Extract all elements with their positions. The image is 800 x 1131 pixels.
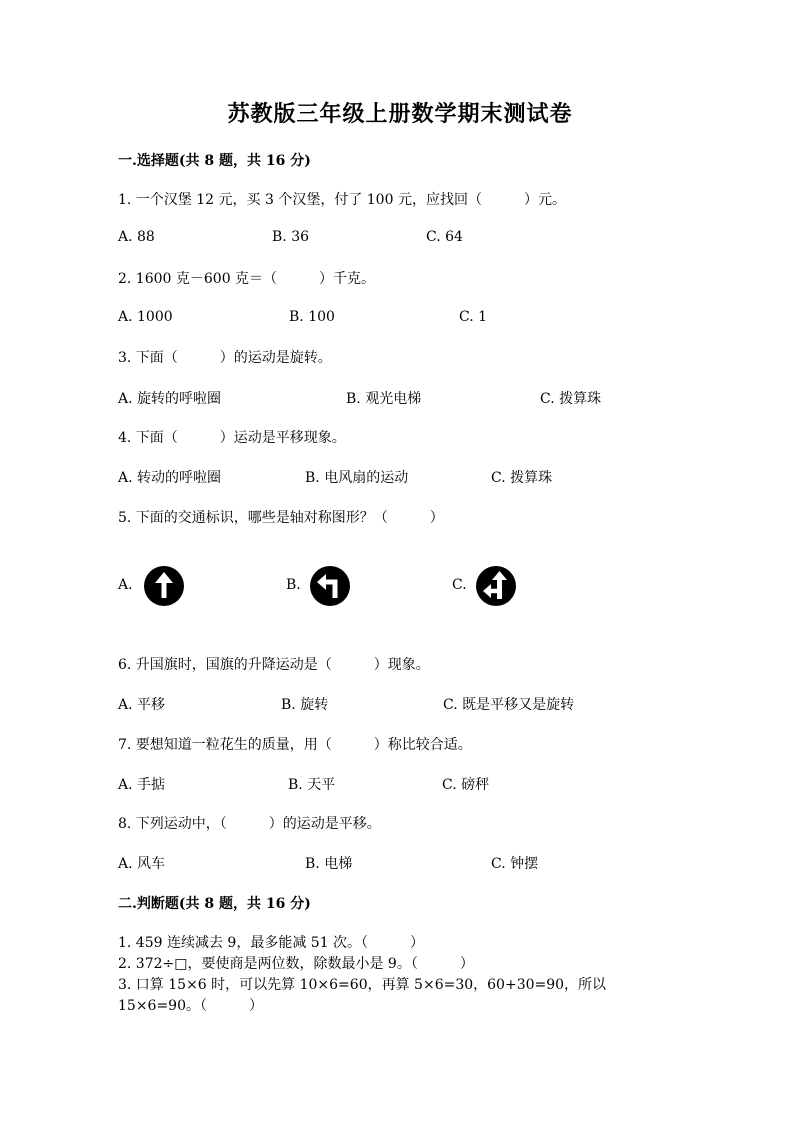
question-7: 7. 要想知道一粒花生的质量，用（ ）称比较合适。 [118,737,472,753]
question-2: 2. 1600 克－600 克＝（ ）千克。 [118,271,376,287]
section-heading-judgement: 二.判断题(共 8 题，共 16 分) [118,896,311,912]
turn-left-arrow-icon [309,565,351,607]
q5-option-b: B. [286,577,301,593]
straight-ahead-arrow-icon [143,565,185,607]
question-1: 1. 一个汉堡 12 元，买 3 个汉堡，付了 100 元，应找回（ ）元。 [118,192,566,208]
judgement-question-2: 2. 372÷□，要使商是两位数，除数最小是 9。（ ） [118,956,474,972]
q8-option-b: B. 电梯 [305,856,353,872]
q4-option-b: B. 电风扇的运动 [305,470,409,486]
q3-option-c: C. 拨算珠 [540,391,602,407]
section-heading-choice: 一.选择题(共 8 题，共 16 分) [118,153,311,169]
q5-option-c: C. [452,577,467,593]
q1-option-a: A. 88 [118,229,155,245]
question-3: 3. 下面（ ）的运动是旋转。 [118,350,332,366]
q5-option-a: A. [118,577,133,593]
q1-option-b: B. 36 [272,229,310,245]
q7-option-b: B. 天平 [288,777,336,793]
q7-option-a: A. 手掂 [118,777,166,793]
judgement-question-1: 1. 459 连续减去 9，最多能减 51 次。（ ） [118,935,425,951]
question-4: 4. 下面（ ）运动是平移现象。 [118,430,346,446]
q1-option-c: C. 64 [426,229,463,245]
q6-option-b: B. 旋转 [281,697,329,713]
q4-option-a: A. 转动的呼啦圈 [118,470,222,486]
judgement-question-3: 3. 口算 15×6 时，可以先算 10×6=60，再算 5×6=30，60+30=90，所以 [118,977,607,993]
straight-or-left-arrow-icon [475,565,517,607]
traffic-signs-row [118,565,678,609]
question-5: 5. 下面的交通标识，哪些是轴对称图形？（ ） [118,510,444,526]
judgement-question-3-continued: 15×6=90。（ ） [118,998,263,1014]
q2-option-a: A. 1000 [118,309,173,325]
q7-option-c: C. 磅秤 [442,777,490,793]
q6-option-c: C. 既是平移又是旋转 [443,697,575,713]
question-8: 8. 下列运动中，（ ）的运动是平移。 [118,816,381,832]
q3-option-b: B. 观光电梯 [346,391,422,407]
question-6: 6. 升国旗时，国旗的升降运动是（ ）现象。 [118,657,430,673]
q4-option-c: C. 拨算珠 [491,470,553,486]
q8-option-c: C. 钟摆 [491,856,539,872]
q3-option-a: A. 旋转的呼啦圈 [118,391,222,407]
q2-option-c: C. 1 [459,309,488,325]
q2-option-b: B. 100 [289,309,335,325]
q6-option-a: A. 平移 [118,697,166,713]
page-title: 苏教版三年级上册数学期末测试卷 [227,101,573,127]
q8-option-a: A. 风车 [118,856,166,872]
